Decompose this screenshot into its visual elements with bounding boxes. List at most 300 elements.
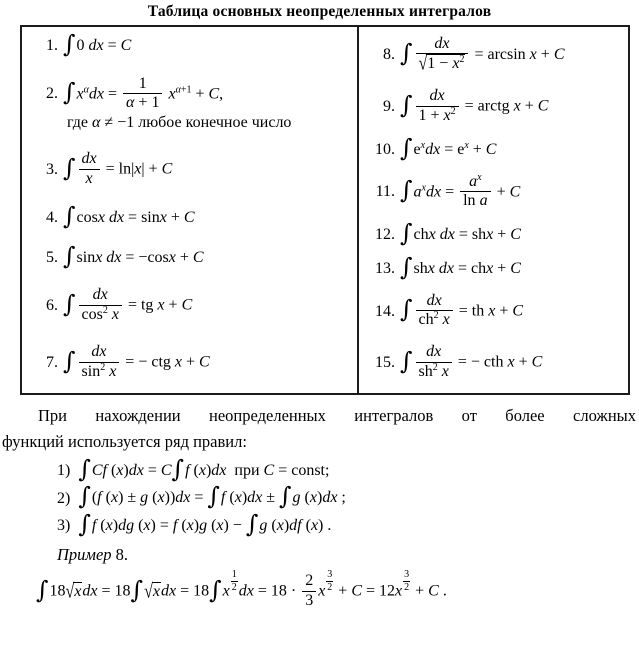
math-variable: C bbox=[199, 353, 210, 371]
math-text: 2 bbox=[102, 304, 108, 316]
fraction bbox=[416, 292, 453, 330]
math-text: ( bbox=[300, 489, 310, 507]
math-text: ) bbox=[205, 461, 212, 479]
integral-item-row bbox=[368, 133, 628, 162]
fraction-denominator bbox=[416, 363, 452, 381]
item-number: 10. bbox=[375, 140, 395, 158]
math-variable: x bbox=[421, 182, 426, 194]
integral-item-row bbox=[368, 36, 628, 75]
integral-sign: ∫ bbox=[63, 346, 76, 375]
integral-item bbox=[34, 241, 357, 270]
math-variable: x bbox=[452, 55, 460, 73]
math-variable: C bbox=[181, 296, 193, 314]
fraction-numerator bbox=[79, 343, 120, 362]
math-variable: g bbox=[199, 516, 208, 534]
math-text: + bbox=[164, 296, 182, 314]
math-text: 2 bbox=[327, 581, 333, 593]
item-number: 11. bbox=[375, 183, 395, 201]
math-variable: C bbox=[160, 461, 172, 479]
math-variable: C bbox=[428, 582, 439, 600]
math-text: = 18 · bbox=[253, 582, 301, 600]
math-text: 1 − bbox=[427, 55, 453, 73]
integral-item-row bbox=[34, 202, 357, 231]
square-root bbox=[144, 582, 161, 601]
integral-item bbox=[34, 202, 357, 231]
fraction-numerator bbox=[460, 173, 490, 192]
superscript bbox=[176, 84, 192, 95]
math-variable: dx bbox=[426, 291, 442, 309]
fraction bbox=[416, 343, 452, 381]
math-variable: x dx bbox=[428, 225, 455, 243]
rule-item bbox=[57, 509, 639, 538]
integral-sign: ∫ bbox=[400, 218, 413, 247]
integral-formula bbox=[400, 293, 523, 331]
rule-item bbox=[57, 455, 639, 483]
intro-paragraph-line2: функций используется ряд правил: bbox=[2, 432, 247, 451]
math-variable: C bbox=[510, 259, 521, 277]
integral-formula bbox=[63, 287, 192, 325]
math-variable: dx bbox=[211, 461, 227, 479]
math-variable: f bbox=[91, 516, 97, 534]
math-text: = sh bbox=[454, 225, 487, 243]
math-variable: C bbox=[183, 209, 195, 227]
math-text: = bbox=[103, 85, 122, 103]
integral-item bbox=[368, 293, 628, 331]
math-variable: α bbox=[92, 114, 101, 132]
math-text: при bbox=[226, 461, 264, 479]
math-text: ) bbox=[316, 489, 323, 507]
math-text: e bbox=[413, 140, 421, 158]
math-variable: x bbox=[116, 461, 124, 479]
math-text: , bbox=[219, 85, 224, 103]
math-text: + bbox=[175, 248, 193, 266]
math-variable: dx bbox=[425, 140, 441, 158]
math-variable: dx bbox=[426, 343, 442, 361]
math-variable: x bbox=[513, 97, 521, 115]
integral-item bbox=[34, 344, 357, 382]
math-variable: C bbox=[263, 461, 275, 479]
math-variable: dx bbox=[425, 183, 442, 201]
fraction-numerator bbox=[416, 343, 452, 362]
math-variable: C bbox=[208, 85, 220, 103]
integral-item bbox=[34, 151, 357, 189]
math-variable: x bbox=[507, 353, 515, 371]
math-variable: x dx bbox=[427, 259, 454, 277]
fraction-numerator bbox=[403, 569, 410, 582]
fraction bbox=[231, 569, 238, 593]
math-text: 3 bbox=[305, 591, 314, 609]
fraction-denominator bbox=[79, 170, 100, 188]
math-variable: C bbox=[161, 160, 173, 178]
rule-number: 2) bbox=[57, 489, 71, 507]
math-text: ) bbox=[193, 516, 200, 534]
math-text: = bbox=[143, 461, 161, 479]
integral-item-row bbox=[368, 88, 628, 126]
math-text: = e bbox=[440, 140, 465, 158]
math-variable: dx bbox=[247, 489, 263, 507]
math-text: . bbox=[438, 582, 447, 600]
math-text: sh bbox=[418, 362, 433, 380]
math-variable: x bbox=[174, 353, 182, 371]
math-variable: x bbox=[157, 489, 165, 507]
radical-icon: √ bbox=[144, 581, 153, 603]
math-text: sin bbox=[76, 248, 96, 266]
math-text: ) bbox=[223, 516, 229, 534]
math-text: + bbox=[493, 225, 511, 243]
math-variable: C bbox=[509, 183, 521, 201]
rule-item bbox=[57, 482, 639, 511]
item-number: 9. bbox=[383, 98, 395, 116]
intro-paragraph-line1: При нахождении неопределенных интегралов от более сложных bbox=[38, 406, 636, 425]
fraction-denominator bbox=[416, 54, 469, 73]
math-variable: x bbox=[105, 516, 113, 534]
math-variable: dx bbox=[81, 150, 97, 168]
math-text: ( bbox=[101, 489, 111, 507]
math-text: cos bbox=[81, 305, 103, 323]
math-text: = arctg bbox=[460, 97, 514, 115]
math-variable: x bbox=[159, 209, 167, 227]
integrals-table-left-column bbox=[22, 27, 359, 393]
math-text: 2 bbox=[432, 361, 438, 373]
math-text: 18 bbox=[49, 582, 66, 600]
item-number: 5. bbox=[46, 248, 58, 266]
math-text: + bbox=[334, 582, 352, 600]
fraction bbox=[79, 343, 120, 381]
integral-item-row bbox=[34, 30, 357, 58]
math-text: ) bbox=[112, 516, 119, 534]
integral-item bbox=[368, 344, 628, 382]
math-variable: x bbox=[168, 248, 176, 266]
integral-sign: ∫ bbox=[400, 346, 413, 375]
integral-item bbox=[368, 252, 628, 281]
math-text: ) bbox=[283, 516, 290, 534]
integral-item-row bbox=[34, 287, 357, 325]
integral-item bbox=[34, 30, 357, 58]
math-variable: x bbox=[486, 225, 494, 243]
fraction-numerator bbox=[231, 569, 238, 582]
math-variable: x bbox=[437, 362, 449, 380]
math-variable: dx bbox=[82, 582, 98, 600]
math-text: = tg bbox=[123, 296, 158, 314]
math-variable: dx bbox=[434, 35, 450, 52]
fraction-numerator bbox=[416, 292, 453, 311]
fraction bbox=[403, 569, 410, 593]
math-text: = 12 bbox=[362, 582, 396, 600]
math-variable: f bbox=[97, 489, 102, 507]
math-text: + bbox=[495, 302, 513, 320]
integral-sign: ∫ bbox=[400, 133, 413, 162]
square-root bbox=[419, 54, 466, 73]
superscript bbox=[325, 569, 334, 593]
fraction bbox=[326, 569, 333, 593]
math-text: = 18 bbox=[176, 582, 210, 600]
math-text: где bbox=[67, 114, 93, 132]
fraction-numerator bbox=[302, 572, 316, 591]
superscript bbox=[477, 172, 481, 183]
math-text: 2 bbox=[305, 572, 314, 590]
item-number: 12. bbox=[375, 226, 395, 244]
integral-formula bbox=[63, 151, 172, 189]
fraction bbox=[79, 286, 122, 324]
math-text: = −cos bbox=[121, 248, 169, 266]
integral-item bbox=[368, 218, 628, 247]
fraction-denominator bbox=[79, 306, 122, 324]
fraction-denominator bbox=[79, 363, 120, 381]
math-variable: dx bbox=[238, 582, 254, 600]
math-text: ch bbox=[413, 225, 429, 243]
example-formula bbox=[36, 569, 639, 611]
radicand bbox=[152, 582, 161, 601]
fraction-numerator bbox=[416, 35, 469, 54]
math-text: . bbox=[323, 516, 332, 534]
example-label-number: 8. bbox=[115, 545, 129, 565]
math-text: 3 bbox=[404, 569, 410, 581]
math-text: ( bbox=[207, 516, 217, 534]
integral-sign: ∫ bbox=[400, 176, 413, 205]
math-variable: C bbox=[510, 225, 521, 243]
superscript bbox=[230, 569, 239, 593]
math-text: + bbox=[182, 353, 200, 371]
item-number: 1. bbox=[46, 37, 58, 55]
math-variable: Cf bbox=[91, 461, 107, 479]
integral-item-row bbox=[34, 344, 357, 382]
math-text: ( bbox=[267, 516, 277, 534]
integral-item bbox=[34, 76, 357, 133]
math-text: 2 bbox=[450, 105, 456, 117]
fraction bbox=[460, 173, 490, 211]
fraction-numerator bbox=[326, 569, 333, 582]
integral-item-row bbox=[368, 293, 628, 331]
math-text: ( bbox=[134, 516, 144, 534]
math-text: + bbox=[536, 46, 554, 64]
math-variable: x bbox=[438, 311, 450, 329]
integral-item-row bbox=[34, 241, 357, 270]
math-text: ( bbox=[301, 516, 311, 534]
item-number: 2. bbox=[46, 85, 58, 103]
math-text: = sin bbox=[124, 209, 160, 227]
rule-formula bbox=[78, 482, 346, 511]
fraction bbox=[79, 150, 100, 188]
integral-sign: ∫ bbox=[78, 482, 91, 511]
math-variable: dx bbox=[92, 286, 108, 304]
integral-sign: ∫ bbox=[209, 575, 222, 604]
math-text: 2 bbox=[404, 581, 410, 593]
integral-formula bbox=[400, 171, 521, 212]
fraction-denominator bbox=[231, 582, 238, 594]
integral-formula bbox=[400, 344, 542, 382]
math-text: ch bbox=[418, 311, 434, 329]
integral-sign: ∫ bbox=[400, 39, 413, 68]
math-text: 0 bbox=[76, 36, 85, 54]
math-variable: dx bbox=[84, 36, 104, 54]
fraction-numerator bbox=[79, 150, 100, 169]
math-text: + 1 bbox=[134, 93, 160, 111]
math-variable: x bbox=[310, 516, 319, 534]
math-text: 1 + bbox=[418, 106, 444, 124]
math-text: 1 bbox=[231, 569, 237, 581]
math-text: ) bbox=[123, 461, 129, 479]
integral-sign: ∫ bbox=[63, 154, 76, 183]
rule-formula bbox=[78, 455, 330, 483]
math-variable: dx bbox=[175, 489, 191, 507]
math-variable: x bbox=[110, 489, 119, 507]
math-variable: x bbox=[234, 489, 242, 507]
integral-item bbox=[34, 287, 357, 325]
math-variable: x bbox=[486, 259, 494, 277]
math-variable: dx bbox=[429, 87, 445, 105]
math-text: = bbox=[155, 516, 173, 534]
integral-sign: ∫ bbox=[78, 455, 91, 483]
integral-formula bbox=[63, 241, 204, 270]
math-text: ) ± bbox=[118, 489, 141, 507]
item-number: 7. bbox=[46, 354, 58, 372]
math-variable: dx bbox=[128, 461, 144, 479]
math-text: +1 bbox=[180, 84, 192, 96]
math-text: + bbox=[468, 140, 486, 158]
fraction bbox=[416, 35, 469, 74]
math-variable: x bbox=[222, 582, 230, 600]
math-variable: C bbox=[485, 140, 497, 158]
fraction-denominator bbox=[416, 107, 459, 125]
integral-formula bbox=[63, 344, 210, 382]
math-text: ( bbox=[106, 461, 117, 479]
item-number: 13. bbox=[375, 260, 395, 278]
math-variable: dg bbox=[118, 516, 135, 534]
integral-sign: ∫ bbox=[63, 30, 76, 58]
math-variable: C bbox=[553, 46, 565, 64]
fraction-denominator bbox=[460, 192, 490, 210]
example-label-word: Пример bbox=[57, 545, 112, 565]
math-variable: x bbox=[216, 516, 224, 534]
integral-formula bbox=[63, 202, 195, 231]
integral-sign: ∫ bbox=[63, 202, 76, 231]
math-variable: x bbox=[157, 296, 165, 314]
math-variable: dx bbox=[322, 489, 338, 507]
integral-sign: ∫ bbox=[63, 289, 76, 318]
integral-item-row bbox=[34, 151, 357, 189]
integral-item-row bbox=[368, 344, 628, 382]
integral-sign: ∫ bbox=[130, 575, 144, 604]
item-note bbox=[67, 114, 357, 132]
integral-formula bbox=[63, 30, 132, 58]
math-variable: x bbox=[134, 160, 142, 178]
math-text: 2 bbox=[100, 361, 106, 373]
math-text: + bbox=[166, 209, 184, 227]
math-text: ± bbox=[262, 489, 280, 507]
math-text: = const; bbox=[274, 461, 330, 479]
radical-icon: √ bbox=[65, 581, 75, 603]
integral-formula bbox=[400, 88, 548, 126]
math-text: ( bbox=[148, 489, 158, 507]
math-variable: x bbox=[318, 582, 326, 600]
math-variable: x dx bbox=[97, 209, 125, 227]
integral-item bbox=[368, 171, 628, 212]
fraction-numerator bbox=[416, 87, 459, 106]
math-text: cos bbox=[76, 209, 98, 227]
fraction-numerator bbox=[123, 75, 162, 94]
math-text: + bbox=[514, 353, 532, 371]
math-variable: g bbox=[259, 516, 268, 534]
fraction bbox=[416, 87, 459, 125]
math-variable: x bbox=[488, 302, 496, 320]
math-text: = th bbox=[454, 302, 489, 320]
math-variable: x bbox=[105, 362, 117, 380]
intro-paragraph bbox=[0, 406, 639, 452]
math-variable: f bbox=[185, 461, 190, 479]
page-title: Таблица основных неопределенных интегралов bbox=[147, 3, 492, 20]
math-variable: dx bbox=[88, 85, 104, 103]
integral-formula bbox=[400, 133, 497, 162]
rule-number: 3) bbox=[57, 516, 71, 534]
item-number: 14. bbox=[375, 302, 395, 320]
math-text: ( bbox=[189, 461, 199, 479]
math-variable: C bbox=[537, 97, 549, 115]
math-text: = bbox=[441, 183, 459, 201]
math-variable: α bbox=[83, 84, 89, 96]
superscript bbox=[402, 569, 411, 593]
math-variable: f bbox=[220, 489, 226, 507]
integral-formula bbox=[400, 218, 521, 247]
math-variable: x bbox=[186, 516, 194, 534]
math-text: ) bbox=[241, 489, 248, 507]
integral-item bbox=[368, 88, 628, 126]
math-text: ) bbox=[150, 516, 156, 534]
math-text: ( bbox=[91, 489, 98, 507]
math-text: 2 bbox=[459, 54, 465, 66]
integral-sign: ∫ bbox=[245, 509, 259, 538]
radical-icon: √ bbox=[418, 53, 428, 75]
math-variable: x bbox=[74, 582, 82, 600]
integrals-table-right-column bbox=[359, 27, 628, 393]
math-text: = 18 bbox=[97, 582, 131, 600]
fraction-denominator bbox=[123, 94, 162, 112]
math-variable: dx bbox=[91, 343, 107, 361]
math-text: + bbox=[411, 582, 429, 600]
fraction-numerator bbox=[79, 286, 122, 305]
math-text: = bbox=[190, 489, 208, 507]
item-number: 6. bbox=[46, 297, 58, 315]
integral-formula bbox=[63, 76, 223, 114]
math-variable: a bbox=[413, 183, 422, 201]
integral-sign: ∫ bbox=[400, 91, 413, 120]
math-variable: a bbox=[469, 172, 478, 190]
math-text: | + bbox=[141, 160, 162, 178]
item-number: 15. bbox=[375, 354, 395, 372]
math-text: ln bbox=[463, 191, 480, 209]
math-variable: x bbox=[76, 85, 84, 103]
integral-sign: ∫ bbox=[36, 575, 49, 604]
fraction bbox=[123, 75, 162, 113]
integral-item bbox=[368, 36, 628, 75]
integral-item-row bbox=[368, 171, 628, 212]
fraction bbox=[302, 572, 316, 610]
math-text: 2 bbox=[433, 310, 439, 322]
math-variable: x bbox=[395, 582, 403, 600]
rules-list bbox=[57, 455, 639, 538]
math-variable: C bbox=[512, 302, 524, 320]
integral-item-row bbox=[368, 218, 628, 247]
math-variable: x bbox=[143, 516, 151, 534]
integral-sign: ∫ bbox=[63, 241, 76, 270]
math-text: = ln| bbox=[101, 160, 135, 178]
math-text: ) bbox=[318, 516, 324, 534]
math-variable: df bbox=[289, 516, 302, 534]
fraction-denominator bbox=[302, 592, 316, 610]
math-variable: x bbox=[85, 169, 93, 187]
math-text: sh bbox=[413, 259, 428, 277]
fraction-denominator bbox=[416, 311, 453, 329]
integral-sign: ∫ bbox=[207, 482, 220, 511]
